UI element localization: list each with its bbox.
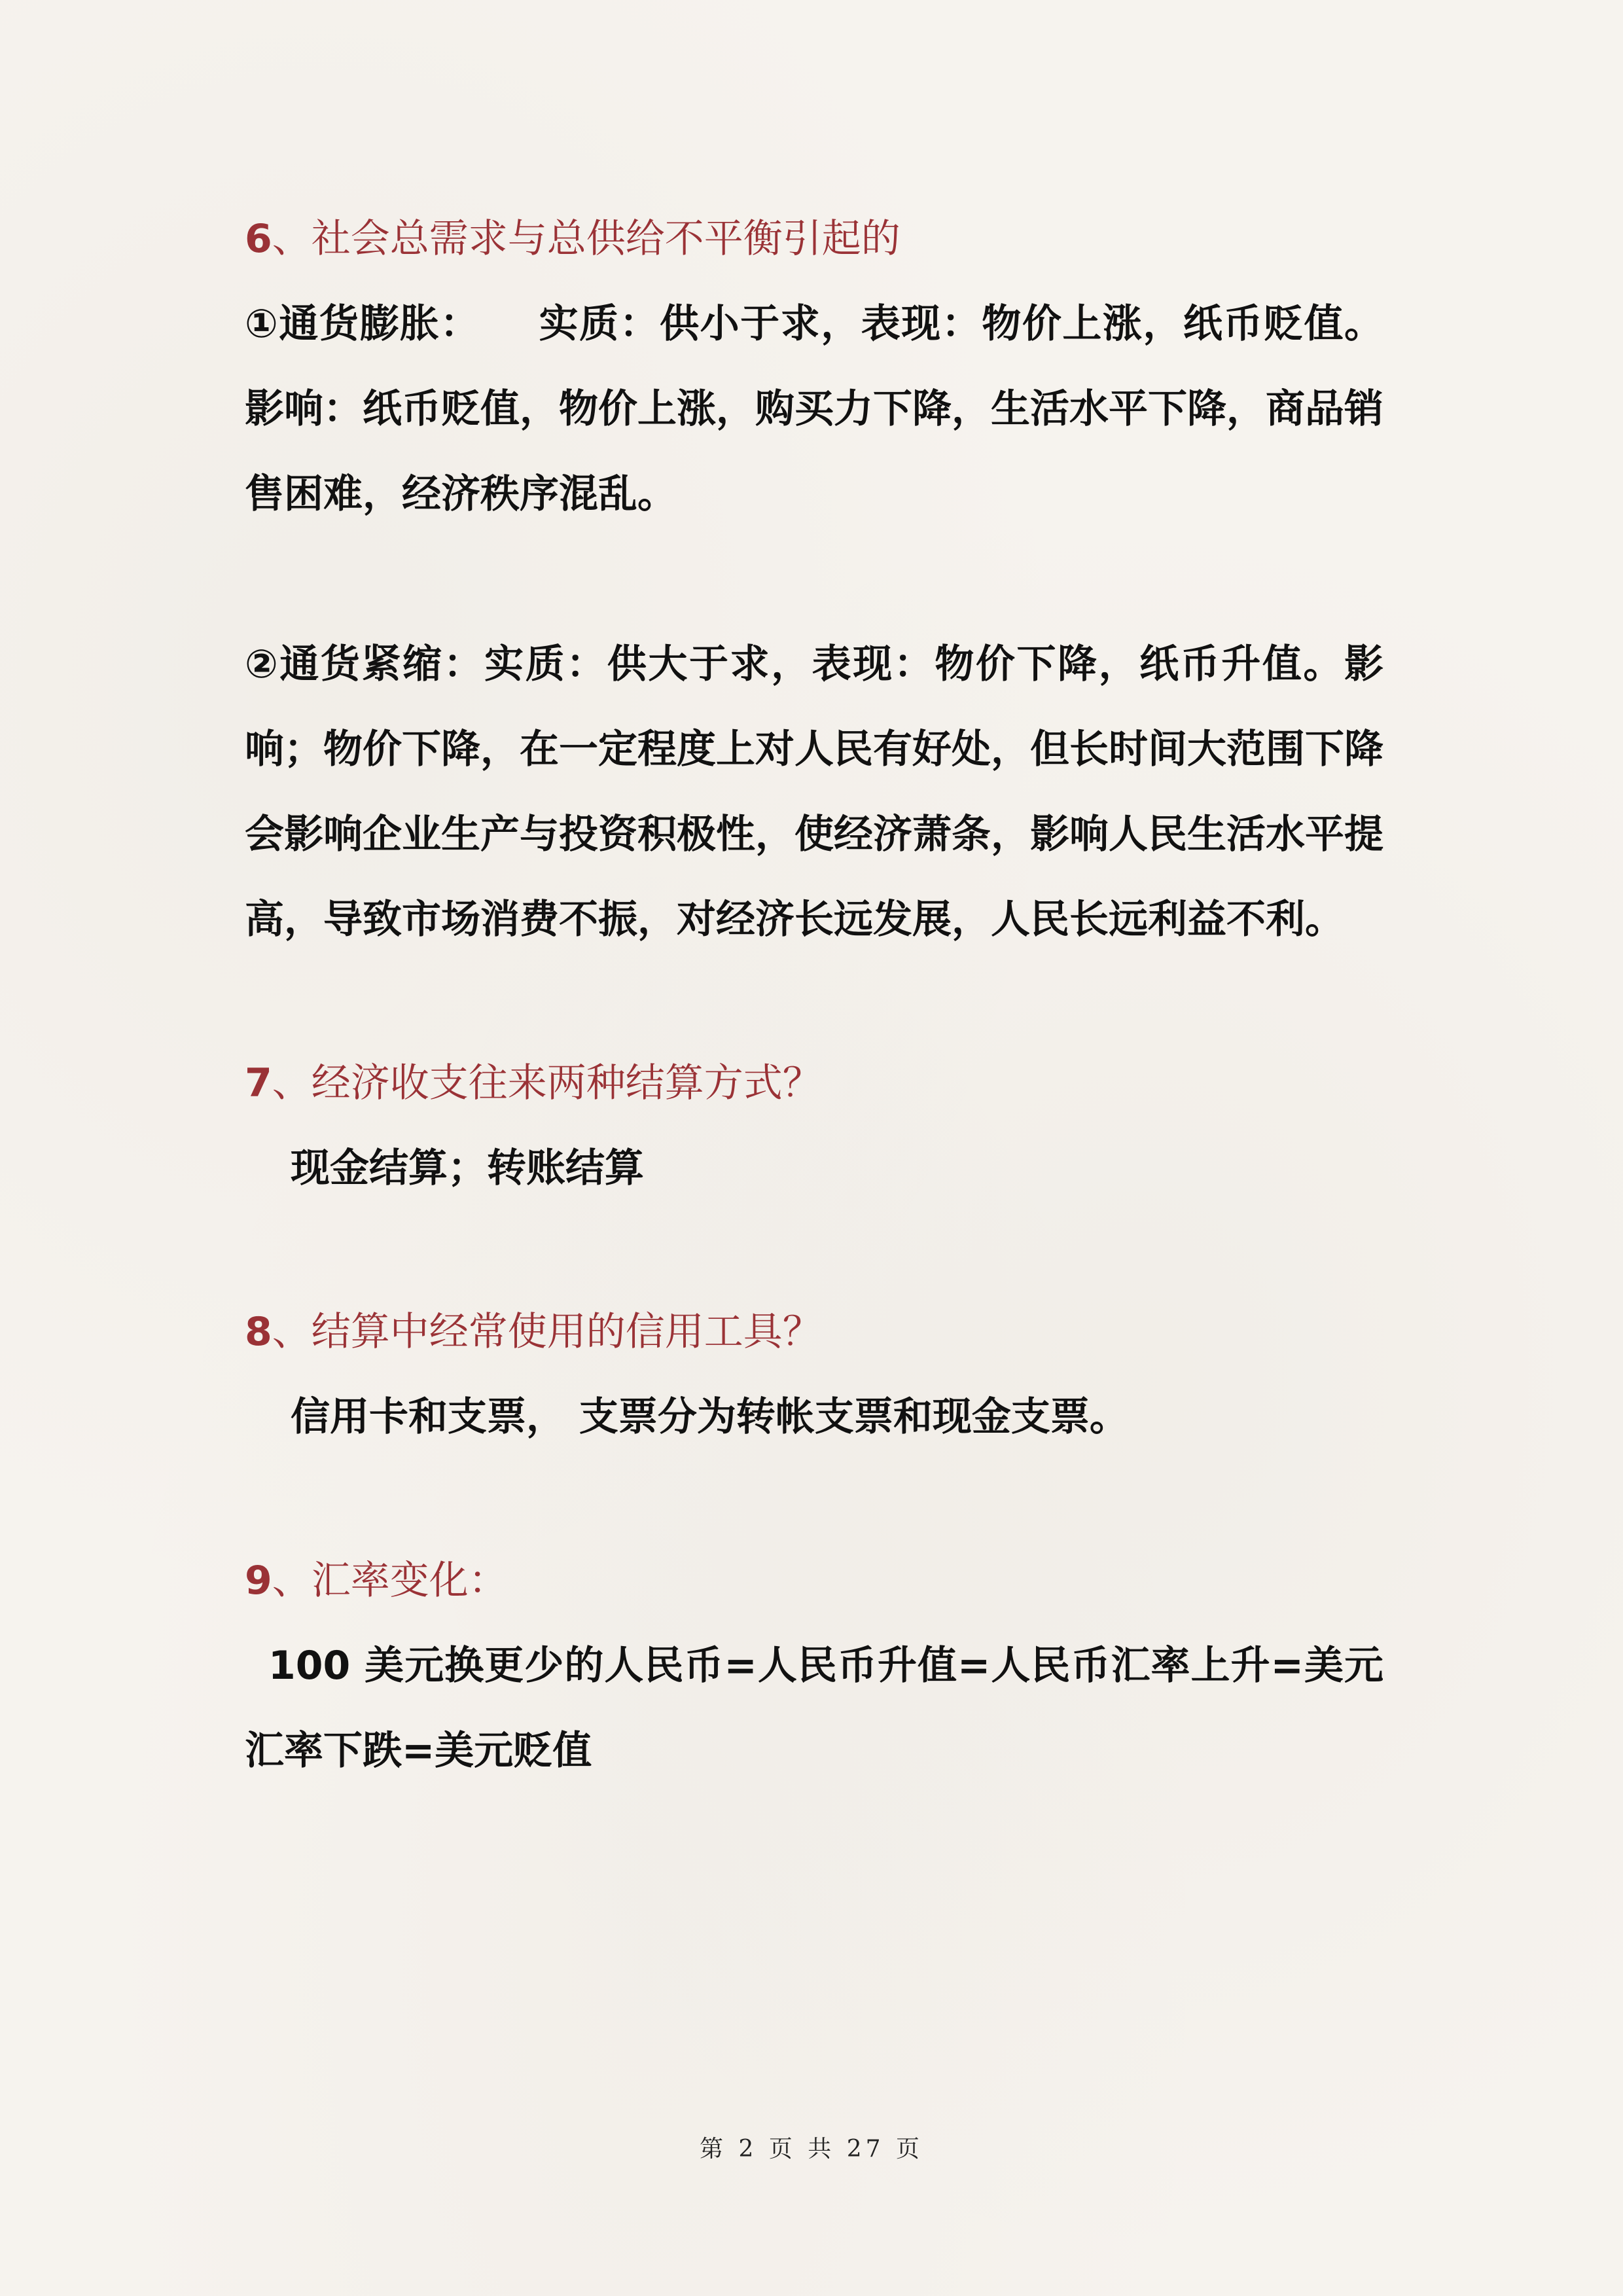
section-8-number: 8: [245, 1309, 272, 1355]
section-6-number: 6: [245, 216, 272, 262]
section-8-title: 、结算中经常使用的信用工具？: [272, 1309, 822, 1355]
section-7-heading: [245, 1041, 1383, 1126]
section-9-title: 、汇率变化：: [272, 1558, 508, 1604]
section-8-answer: 信用卡和支票， 支票分为转帐支票和现金支票。: [291, 1394, 1129, 1440]
section-7-title: 、经济收支往来两种结算方式？: [272, 1060, 822, 1106]
section-7-number: 7: [245, 1060, 272, 1106]
page-number-footer: 第 2 页 共 27 页: [700, 2136, 923, 2162]
section-6-heading: [245, 196, 1383, 281]
section-6-title: 、社会总需求与总供给不平衡引起的: [272, 216, 901, 262]
section-9-heading: [245, 1538, 1383, 1623]
section-9-number: 9: [245, 1558, 272, 1604]
deflation-paragraph: ②通货紧缩：实质：供大于求，表现：物价下降，纸币升值。影响；物价下降，在一定程度上对人民有好处，但长时间大范围下降会影响企业生产与投资积极性，使经济萧条，影响人民生活水平提高，导致市场消费不振，对经济长远发展，人民长远利益不利。: [245, 641, 1383, 942]
document-page: [245, 196, 1383, 1793]
section-9-answer: 100 美元换更少的人民币=人民币升值=人民币汇率上升=美元汇率下跌=美元贬值: [245, 1643, 1383, 1774]
section-7-answer: 现金结算；转账结算: [291, 1145, 644, 1191]
section-8-heading: [245, 1289, 1383, 1374]
inflation-paragraph: ①通货膨胀： 实质：供小于求，表现：物价上涨，纸币贬值。影响：纸币贬值，物价上涨，购买力下降，生活水平下降，商品销售困难，经济秩序混乱。: [245, 301, 1383, 517]
